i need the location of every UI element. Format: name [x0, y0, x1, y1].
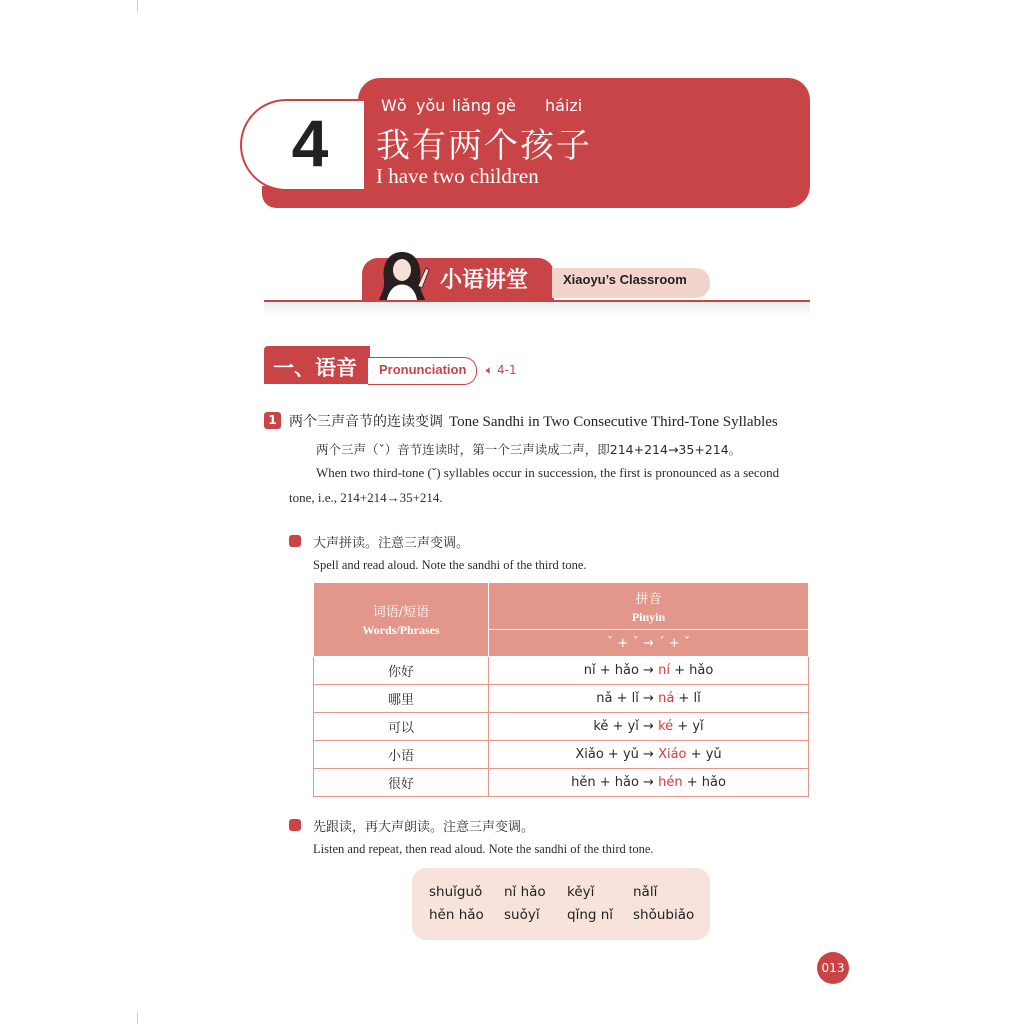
title-pinyin-3: liǎng	[452, 96, 491, 115]
syllable-original-1: Xiǎo	[575, 747, 604, 762]
syllable-unchanged: hǎo	[689, 663, 714, 678]
section-title-cn: 一、语音	[273, 356, 357, 380]
table-header-tone-rule: ˇ + ˇ → ˊ + ˇ	[489, 630, 809, 657]
exercise2-instruction-cn: 先跟读，再大声朗读。注意三声变调。	[313, 820, 535, 835]
classroom-title-en: Xiaoyu’s Classroom	[563, 272, 687, 287]
point-number-badge: 1	[264, 412, 281, 429]
word-cell	[314, 685, 489, 713]
practice-word: shuǐguǒ	[429, 884, 483, 900]
practice-word: nǎlǐ	[633, 884, 658, 900]
syllable-changed: ná	[658, 691, 675, 706]
syllable-changed: hén	[658, 775, 683, 790]
syllable-original-2: yǐ	[627, 719, 639, 734]
syllable-original-2: lǐ	[631, 691, 639, 706]
syllable-original-2: hǎo	[614, 775, 639, 790]
word-text: 很好	[387, 777, 414, 792]
word-text: 可以	[387, 721, 414, 736]
word-cell	[314, 657, 489, 685]
lesson-number: 4	[291, 106, 329, 180]
syllable-unchanged: hǎo	[701, 775, 726, 790]
xiaoyu-avatar-icon	[372, 246, 432, 302]
practice-word-box	[412, 868, 710, 940]
point-body-cn: 两个三声（ˇ）音节连读时，第一个三声读成二声，即214+214→35+214。	[316, 442, 742, 457]
title-pinyin-2: yǒu	[416, 96, 446, 115]
exercise1-instruction-en: Spell and read aloud. Note the sandhi of the third tone.	[313, 558, 587, 572]
table-header-pinyin-cn: 拼音	[635, 591, 662, 607]
table-header-words-cn: 词语/短语	[372, 605, 430, 620]
practice-word: qǐng nǐ	[567, 907, 614, 923]
table-header-pinyin	[489, 583, 809, 630]
table-row	[314, 657, 809, 685]
syllable-original-1: nǐ	[583, 663, 596, 678]
word-cell	[314, 769, 489, 797]
table-row	[314, 713, 809, 741]
speaker-icon: 🔈︎	[486, 363, 494, 377]
table-header-words-en: Words/Phrases	[362, 623, 440, 637]
practice-word: shǒubiǎo	[633, 907, 695, 923]
word-cell	[314, 741, 489, 769]
pinyin-cell: Xiǎo + yǔ → Xiáo + yǔ	[489, 741, 809, 769]
point-title	[289, 411, 778, 431]
pinyin-cell: hěn + hǎo → hén + hǎo	[489, 769, 809, 797]
practice-word: kěyǐ	[567, 884, 595, 900]
title-pinyin-5: háizi	[545, 96, 583, 115]
classroom-title-cn: 小语讲堂	[440, 268, 529, 293]
syllable-original-1: nǎ	[596, 691, 613, 706]
section-title-en: Pronunciation	[379, 362, 467, 377]
practice-word: nǐ hǎo	[504, 884, 546, 900]
syllable-original-2: hǎo	[614, 663, 639, 678]
table-row	[314, 685, 809, 713]
table-header-words	[314, 583, 489, 657]
bullet-icon	[289, 535, 301, 547]
syllable-original-1: hěn	[571, 775, 596, 790]
lesson-number-box	[240, 99, 364, 191]
point-body-en-line2: tone, i.e., 214+214→35+214.	[289, 490, 443, 505]
audio-track-number: 4-1	[497, 363, 517, 377]
word-cell	[314, 713, 489, 741]
word-text: 小语	[387, 749, 414, 764]
syllable-unchanged: yǐ	[692, 719, 704, 734]
syllable-original-1: kě	[593, 719, 609, 734]
pinyin-cell: kě + yǐ → ké + yǐ	[489, 713, 809, 741]
classroom-shadow	[264, 302, 810, 318]
page-number: 013	[817, 952, 849, 984]
crop-mark	[137, 0, 138, 12]
exercise1-instruction-cn: 大声拼读。注意三声变调。	[313, 536, 470, 551]
crop-mark	[137, 1012, 138, 1024]
syllable-changed: Xiáo	[658, 747, 687, 762]
audio-track[interactable]	[486, 363, 517, 378]
table-header-pinyin-en: Pinyin	[631, 609, 666, 624]
title-pinyin-4: gè	[496, 96, 516, 115]
lesson-title-en: I have two children	[376, 164, 539, 188]
exercise2-instruction-en: Listen and repeat, then read aloud. Note the sandhi of the third tone.	[313, 842, 654, 856]
bullet-icon	[289, 819, 301, 831]
word-text: 你好	[387, 665, 414, 680]
table-row	[314, 769, 809, 797]
table-row	[314, 741, 809, 769]
practice-word: suǒyǐ	[504, 907, 540, 923]
syllable-unchanged: yǔ	[705, 747, 722, 762]
practice-word: hěn hǎo	[429, 907, 484, 923]
point-title-en: Tone Sandhi in Two Consecutive Third-Tone Syllables	[449, 414, 778, 430]
lesson-title-cn: 我有两个孩子	[376, 126, 592, 166]
point-title-cn: 两个三声音节的连读变调	[289, 414, 443, 430]
syllable-original-2: yǔ	[622, 747, 639, 762]
pinyin-cell: nǐ + hǎo → ní + hǎo	[489, 657, 809, 685]
syllable-changed: ní	[658, 663, 670, 678]
title-pinyin-1: Wǒ	[381, 96, 407, 115]
syllable-changed: ké	[658, 719, 674, 734]
word-text: 哪里	[387, 693, 414, 708]
syllable-unchanged: lǐ	[693, 691, 701, 706]
pinyin-cell: nǎ + lǐ → ná + lǐ	[489, 685, 809, 713]
tone-sandhi-table	[313, 582, 809, 797]
point-body-en-line1: When two third-tone (ˇ) syllables occur in succession, the first is pronounced as a second	[316, 465, 780, 480]
